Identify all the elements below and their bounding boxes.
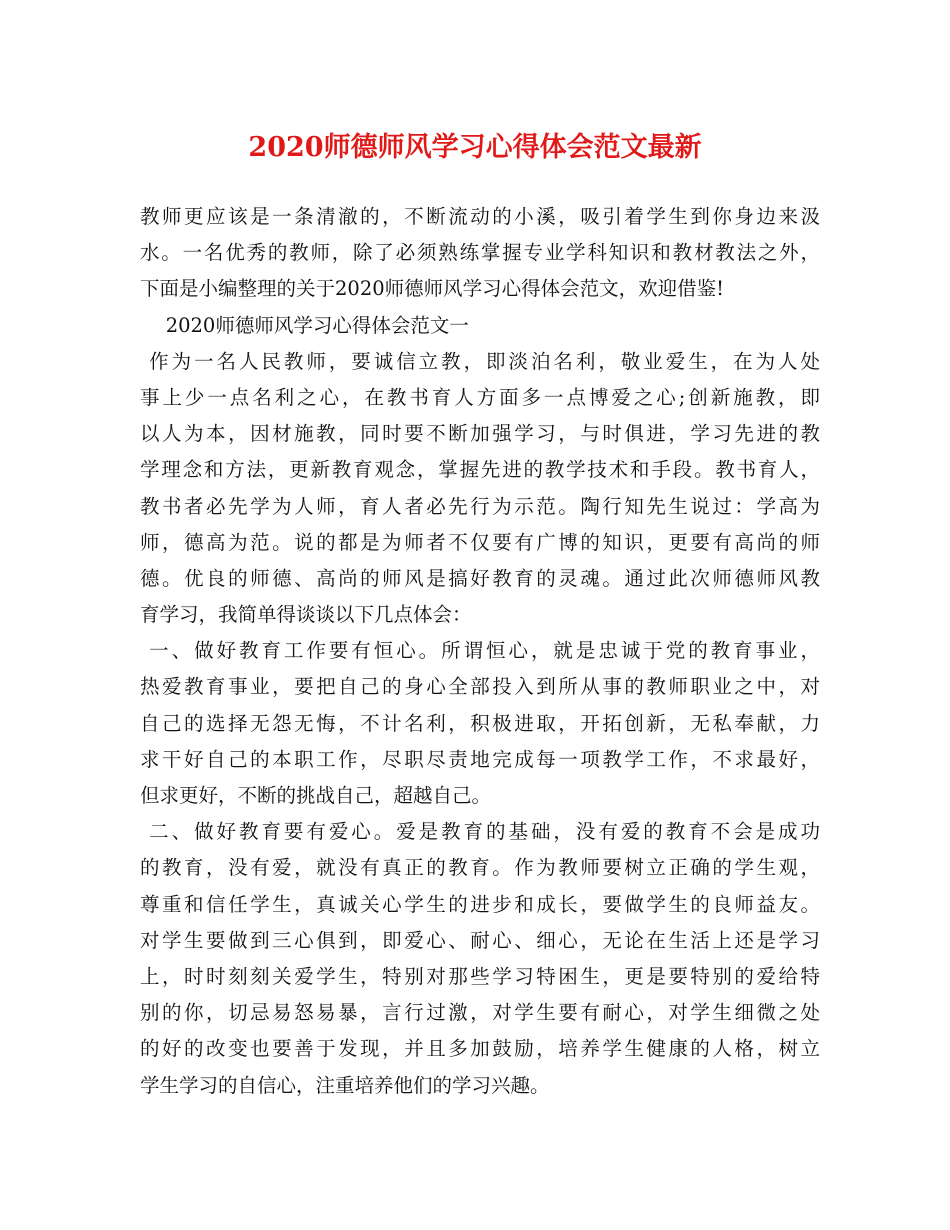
document-body (140, 199, 820, 1104)
text-line: 2020师德师风学习心得体会范文一 (140, 313, 469, 337)
text-line: 师，德高为范。说的都是为师者不仅要有广博的知识，更要有高尚的师 (140, 530, 820, 554)
text-line: 求干好自己的本职工作，尽职尽责地完成每一项教学工作，不求最好， (140, 747, 820, 771)
text-line: 别的你，切忌易怒易暴，言行过激，对学生要有耐心，对学生细微之处 (140, 1001, 820, 1025)
text-line: 热爱教育事业，要把自己的身心全部投入到所从事的教师职业之中，对 (140, 675, 820, 699)
text-line: 二、做好教育要有爱心。爱是教育的基础，没有爱的教育不会是成功 (140, 820, 820, 844)
text-line: 以人为本，因材施教，同时要不断加强学习，与时俱进，学习先进的教 (140, 422, 820, 446)
text-line: 的好的改变也要善于发现，并且多加鼓励，培养学生健康的人格，树立 (140, 1037, 820, 1061)
text-line: 教书者必先学为人师，育人者必先行为示范。陶行知先生说过：学高为 (140, 494, 820, 518)
text-line: 下面是小编整理的关于2020师德师风学习心得体会范文，欢迎借鉴! (140, 277, 724, 301)
text-line: 自己的选择无怨无悔，不计名利，积极进取，开拓创新，无私奉献，力 (140, 711, 820, 735)
text-line: 作为一名人民教师，要诚信立教，即淡泊名利，敬业爱生，在为人处 (140, 349, 820, 373)
text-line: 但求更好，不断的挑战自己，超越自己。 (140, 784, 492, 807)
text-line: 学生学习的自信心，注重培养他们的学习兴趣。 (140, 1073, 550, 1097)
text-line: 教师更应该是一条清澈的，不断流动的小溪，吸引着学生到你身边来汲 (140, 205, 820, 228)
text-line: 对学生要做到三心俱到，即爱心、耐心、细心，无论在生活上还是学习 (140, 928, 820, 952)
text-line: 上，时时刻刻关爱学生，特别对那些学习特困生，更是要特别的爱给特 (140, 964, 820, 988)
text-line: 尊重和信任学生，真诚关心学生的进步和成长，要做学生的良师益友。 (140, 892, 820, 916)
text-line: 事上少一点名利之心，在教书育人方面多一点博爱之心;创新施教，即 (140, 385, 820, 409)
text-line: 德。优良的师德、高尚的师风是搞好教育的灵魂。通过此次师德师风教 (140, 566, 820, 590)
text-line: 的教育，没有爱，就没有真正的教育。作为教师要树立正确的学生观， (140, 856, 820, 880)
text-line: 育学习，我简单得谈谈以下几点体会： (140, 603, 472, 627)
text-line: 学理念和方法，更新教育观念，掌握先进的教学技术和手段。教书育人， (140, 458, 820, 482)
text-line: 水。一名优秀的教师，除了必须熟练掌握专业学科知识和教材教法之外， (140, 241, 820, 265)
document-title: 2020师德师风学习心得体会范文最新 (248, 132, 702, 163)
text-line: 一、做好教育工作要有恒心。所谓恒心，就是忠诚于党的教育事业， (140, 639, 820, 663)
